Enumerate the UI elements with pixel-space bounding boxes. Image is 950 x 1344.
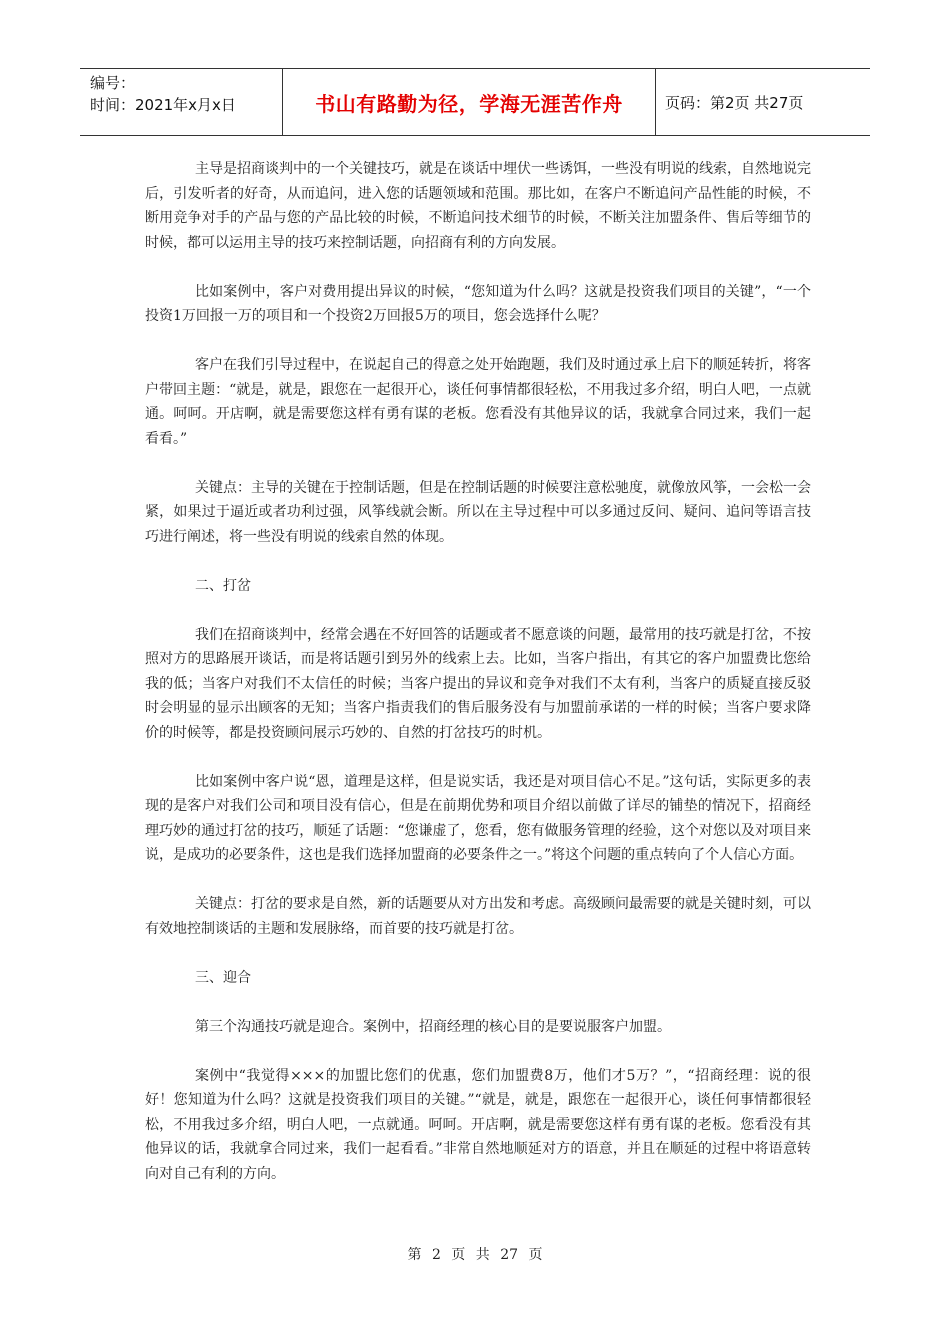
page-header: [80, 68, 870, 136]
header-motto: 书山有路勤为径，学海无涯苦作舟: [315, 91, 623, 116]
paragraph-example-cost: 比如案例中，客户对费用提出异议的时候，“您知道为什么吗？这就是投资我们项目的关键”，“一个投资1万回报一万的项目和一个投资2万回报5万的项目，您会选择什么呢？: [145, 283, 811, 324]
paragraph-accommodate-example: 案例中“我觉得×××的加盟比您们的优惠，您们加盟费8万，他们才5万？”，“招商经理：说的很好！您知道为什么吗？这就是投资我们项目的关键。”“就是，就是，跟您在一起很开心，谈任何事情都很轻松，不用我过多介绍，明白人吧，一点就通。呵呵。开店啊，就是需要您这样有勇有谋的老板。您看没有其他异议的话，我就拿合同过来，我们一起看看。”非常自然地顺延对方的语意，并且在顺延的过程中将语意转向对自己有利的方向。: [145, 1067, 811, 1182]
document-number-label: 编号：: [90, 74, 136, 92]
document-date-label: 时间：2021年x月x日: [90, 96, 236, 114]
paragraph-accommodate-intro: 第三个沟通技巧就是迎合。案例中，招商经理的核心目的是要说服客户加盟。: [195, 1018, 671, 1035]
header-page-info: 页码：第2页 共27页: [665, 93, 804, 112]
document-body: [145, 157, 811, 1211]
section-heading-accommodate: 三、迎合: [195, 969, 251, 986]
paragraph-intro: 主导是招商谈判中的一个关键技巧，就是在谈话中埋伏一些诱饵，一些没有明说的线索，自然地说完后，引发听者的好奇，从而追问，进入您的话题领域和范围。那比如，在客户不断追问产品性能的时候，不断用竞争对手的产品与您的产品比较的时候，不断追问技术细节的时候，不断关注加盟条件、售后等细节的时候，都可以运用主导的技巧来控制话题，向招商有利的方向发展。: [145, 161, 811, 251]
header-motto-cell: [283, 69, 656, 135]
paragraph-diversion: 我们在招商谈判中，经常会遇在不好回答的话题或者不愿意谈的问题，最常用的技巧就是打岔，不按照对方的思路展开谈话，而是将话题引到另外的线索上去。比如，当客户指出，有其它的客户加盟费比您给我的低；当客户对我们不太信任的时候；当客户提出的异议和竞争对我们不太有利，当客户的质疑直接反驳时会明显的显示出顾客的无知；当客户指责我们的售后服务没有与加盟前承诺的一样的时候；当客户要求降价的时候等，都是投资顾问展示巧妙的、自然的打岔技巧的时机。: [145, 626, 811, 741]
paragraph-keypoint-lead: 关键点：主导的关键在于控制话题，但是在控制话题的时候要注意松驰度，就像放风筝，一会松一会紧，如果过于逼近或者功利过强，风筝线就会断。所以在主导过程中可以多通过反问、疑问、追问等语言技巧进行阐述，将一些没有明说的线索自然的体现。: [145, 479, 811, 545]
paragraph-guide-back: 客户在我们引导过程中，在说起自己的得意之处开始跑题，我们及时通过承上启下的顺延转折，将客户带回主题：“就是，就是，跟您在一起很开心，谈任何事情都很轻松，不用我过多介绍，明白人吧，一点就通。呵呵。开店啊，就是需要您这样有勇有谋的老板。您看没有其他异议的话，我就拿合同过来，我们一起看看。”: [145, 357, 811, 447]
section-heading-diversion: 二、打岔: [195, 577, 251, 594]
paragraph-keypoint-diversion: 关键点：打岔的要求是自然，新的话题要从对方出发和考虑。高级顾问最需要的就是关键时刻，可以有效地控制谈话的主题和发展脉络，而首要的技巧就是打岔。: [145, 896, 811, 937]
page-footer: 第 2 页 共 27 页: [407, 1247, 543, 1263]
header-meta: [80, 69, 283, 135]
paragraph-diversion-example: 比如案例中客户说“恩，道理是这样，但是说实话，我还是对项目信心不足。”这句话，实际更多的表现的是客户对我们公司和项目没有信心，但是在前期优势和项目介绍以前做了详尽的铺垫的情况下，招商经理巧妙的通过打岔的技巧，顺延了话题：“您谦虚了，您看，您有做服务管理的经验，这个对您以及对项目来说，是成功的必要条件，这也是我们选择加盟商的必要条件之一。”将这个问题的重点转向了个人信心方面。: [145, 773, 811, 863]
header-page-cell: [656, 69, 870, 135]
